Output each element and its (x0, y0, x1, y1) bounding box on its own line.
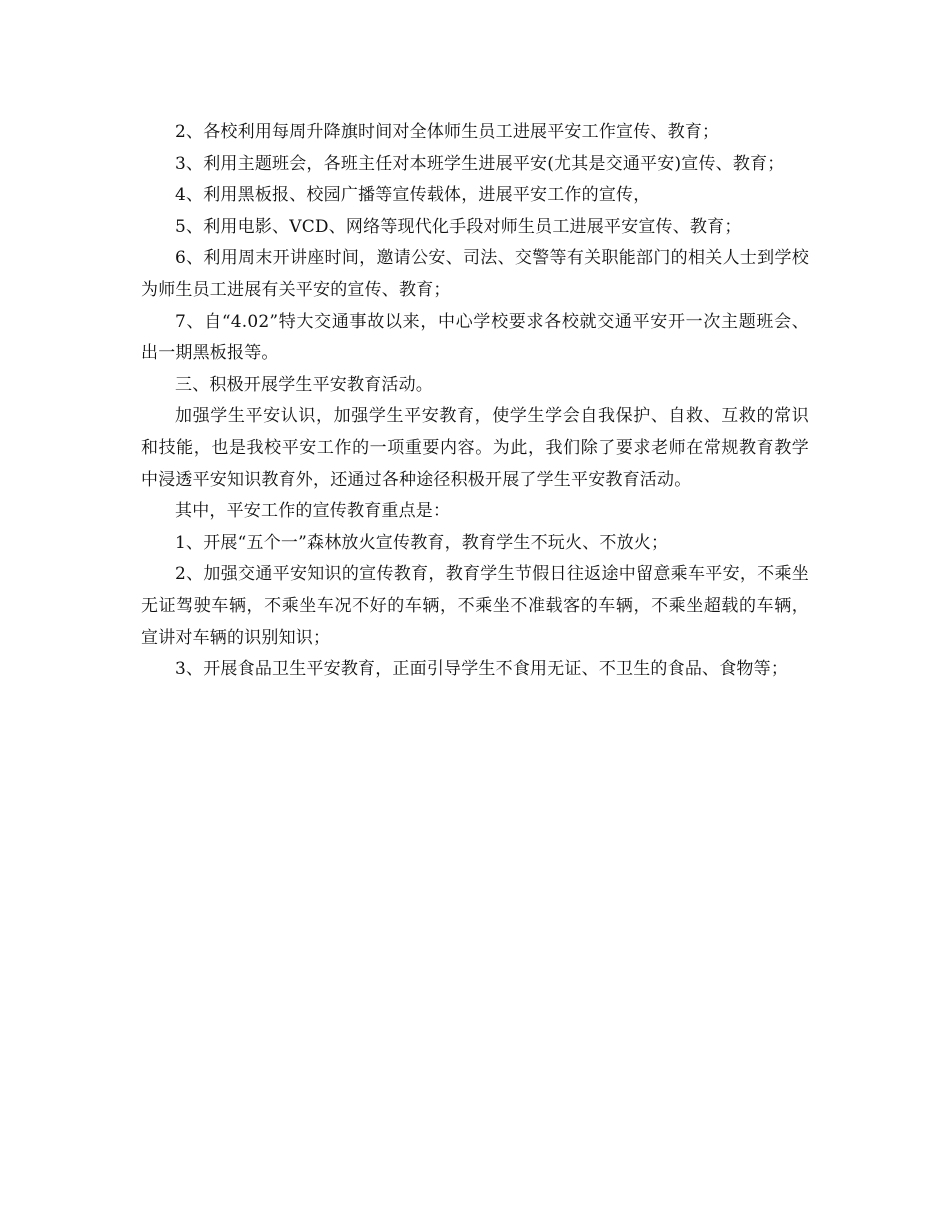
paragraph-intro: 加强学生平安认识，加强学生平安教育，使学生学会自我保护、自救、互救的常识和技能，也是我校平安工作的一项重要内容。为此，我们除了要求老师在常规教育教学中浸透平安知识教育外，还通过各种途径积极开展了学生平安教育活动。 (141, 406, 809, 490)
paragraph-item-2-flag-ceremony: 2、各校利用每周升降旗时间对全体师生员工进展平安工作宣传、教育； (175, 122, 720, 142)
paragraph-item-4-blackboard: 4、利用黑板报、校园广播等宣传载体，进展平安工作的宣传， (175, 185, 651, 206)
paragraph-focus: 其中，平安工作的宣传教育重点是： (175, 501, 451, 522)
paragraph-focus-item-2: 2、加强交通平安知识的宣传教育，教育学生节假日往返途中留意乘车平安，不乘坐无证驾驶车辆，不乘坐车况不好的车辆，不乘坐不准载客的车辆，不乘坐超载的车辆，宣讲对车辆的识别知识； (141, 564, 809, 648)
paragraph-item-7-traffic-accident: 7、自“4.02”特大交通事故以来，中心学校要求各校就交通平安开一次主题班会、出一期黑板报等。 (141, 311, 809, 364)
paragraph-item-5-media: 5、利用电影、VCD、网络等现代化手段对师生员工进展平安宣传、教育； (175, 216, 742, 237)
paragraph-item-3-class-meeting: 3、利用主题班会，各班主任对本班学生进展平安(尤其是交通平安)宣传、教育； (175, 153, 785, 174)
section-heading-3: 三、积极开展学生平安教育活动。 (175, 374, 433, 395)
paragraph-focus-item-1: 1、开展“五个一”森林放火宣传教育，教育学生不玩火、不放火； (175, 532, 669, 553)
paragraph-focus-item-3: 3、开展食品卫生平安教育，正面引导学生不食用无证、不卫生的食品、食物等； (175, 659, 789, 680)
paragraph-item-6-lectures: 6、利用周末开讲座时间，邀请公安、司法、交警等有关职能部门的相关人士到学校为师生员工进展有关平安的宣传、教育； (141, 248, 809, 300)
document-body (141, 117, 809, 686)
